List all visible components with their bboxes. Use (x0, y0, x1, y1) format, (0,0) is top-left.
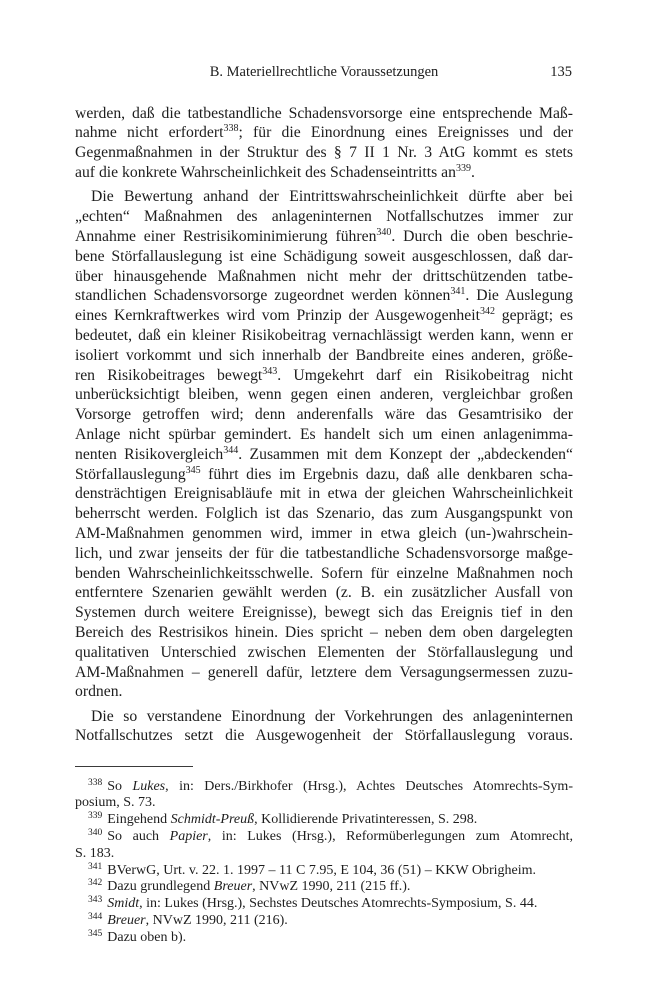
text-run: Bereich des Restrisikos hinein. Dies spricht – neben dem oben dargelegten (75, 623, 573, 641)
text-line (75, 524, 573, 544)
text-run: ren Risikobeitrages bewegt (75, 366, 263, 384)
text-line (75, 465, 573, 485)
text-run: , in: Ders./Birkhofer (Hrsg.), Achtes Deutsches Atomrechts-Sym- (165, 778, 573, 794)
text-run: , in: Lukes (Hrsg.), Reformüberlegungen zum Atomrecht, (207, 828, 574, 844)
text-run: ordnen. (75, 683, 123, 701)
running-header (75, 62, 573, 82)
text-run: AM-Maßnahmen – generell dafür, letztere dem Versagungsermessen zuzu- (75, 663, 573, 681)
text-run: . Zusammen mit dem Konzept der „abdeckenden“ (238, 445, 573, 463)
text-run: führt dies im Ergebnis dazu, daß alle denkbaren scha- (200, 465, 573, 483)
text-run: lich, und zwar jenseits der für die tatbestandliche Schadensvorsorge maßge- (75, 544, 573, 562)
text-run: BVerwG, Urt. v. 22. 1. 1997 – 11 C 7.95, E 104, 36 (51) – KKW Obrigheim. (107, 862, 537, 878)
footnote-line (75, 879, 573, 896)
text-line (75, 405, 573, 425)
footnote (75, 913, 573, 930)
text-line (75, 425, 573, 445)
cited-author: Schmidt-Preuß (170, 812, 255, 828)
text-line (75, 326, 573, 346)
paragraph (75, 104, 573, 183)
text-run: Notfallschutzes setzt die Ausgewogenheit der Störfallauslegung voraus. (75, 727, 573, 745)
text-run: . Die Auslegung (465, 287, 573, 305)
text-run: geprägt; es (494, 307, 573, 325)
text-line (75, 603, 573, 623)
cited-author: Breuer (107, 912, 146, 928)
text-line (75, 366, 573, 386)
footnote-number: 344 (88, 911, 103, 922)
text-line (75, 306, 573, 326)
text-run: entferntere Szenarien gewählt werden (z. B. ein zusätzlicher Ausfall von (75, 584, 573, 602)
text-run: Die Bewertung anhand der Eintrittswahrscheinlichkeit dürfte aber bei (91, 188, 573, 206)
text-run: Gegenmaßnahmen in der Struktur des § 7 II 1 Nr. 3 AtG kommt es stets (75, 144, 573, 162)
footnote (75, 829, 573, 863)
text-line (75, 623, 573, 643)
text-run: „echten“ Maßnahmen des anlageninternen Notfallschutzes immer zur (75, 208, 573, 226)
footnote-separator (75, 766, 193, 767)
text-run: S. 183. (75, 845, 115, 861)
footnote-line (75, 795, 573, 812)
text-run: posium, S. 73. (75, 795, 156, 811)
footnote (75, 896, 573, 913)
footnote-line (75, 863, 573, 880)
footnote-number: 341 (88, 861, 103, 872)
text-run: . Durch die oben beschrie- (391, 227, 573, 245)
text-line (75, 484, 573, 504)
text-line (75, 207, 573, 227)
text-run: beherrscht werden. Folglich ist das Szenario, das zum Ausgangspunkt von (75, 505, 573, 523)
text-run: So (107, 778, 133, 794)
text-line (75, 247, 573, 267)
text-run: Anlage nicht spürbar gemindert. Es handelt sich um einen anlagenimma- (75, 425, 573, 443)
paragraph (75, 187, 573, 702)
footnote-reference: 345 (185, 464, 201, 476)
text-run: benden Wahrscheinlichkeitsschwelle. Sofern für einzelne Maßnahmen noch (75, 564, 573, 582)
text-run: , NVwZ 1990, 211 (215 ff.). (252, 879, 411, 895)
footnote-line (75, 829, 573, 846)
text-run: Eingehend (107, 812, 171, 828)
text-run: Annahme einer Restrisikominimierung führen (75, 227, 377, 245)
text-run: . Umgekehrt darf ein Risikobeitrag nicht (277, 366, 573, 384)
text-run: . (470, 163, 475, 181)
footnote-reference: 343 (262, 365, 278, 377)
paragraph (75, 707, 573, 747)
text-line (75, 544, 573, 564)
footnote-reference: 338 (223, 123, 239, 135)
footnote (75, 812, 573, 829)
footnote (75, 863, 573, 880)
text-run: Dazu oben b). (107, 929, 187, 945)
text-line (75, 346, 573, 366)
text-line (75, 643, 573, 663)
text-line (75, 385, 573, 405)
text-line (75, 726, 573, 746)
text-run: , Kollidierende Privatinteressen, S. 298. (254, 812, 478, 828)
text-line (75, 143, 573, 163)
text-run: Störfallauslegung (75, 465, 186, 483)
text-run: bene Störfallauslegung ist eine Schädigung soweit ausgeschlossen, daß dar- (75, 247, 573, 265)
text-line (75, 163, 573, 183)
footnote-line (75, 779, 573, 796)
text-run: densträchtigen Ereignisabläufe mit in etwa der gleichen Wahrscheinlichkeit (75, 485, 573, 503)
footnote-line (75, 846, 573, 863)
footnote-reference: 341 (450, 286, 466, 298)
page-number: 135 (550, 64, 572, 80)
footnote-reference: 340 (376, 226, 392, 238)
cited-author: Lukes (132, 778, 166, 794)
text-run: Vorsorge getroffen wird; denn anderenfalls wäre das Gesamtrisiko der (75, 406, 573, 424)
footnote (75, 930, 573, 947)
text-line (75, 445, 573, 465)
text-run: standlichen Schadensvorsorge zugeordnet werden können (75, 287, 451, 305)
text-line (75, 286, 573, 306)
text-run: unberücksichtigt bleiben, wenn gegen einen anderen, vergleichbar großen (75, 386, 573, 404)
text-run: nahme nicht erfordert (75, 124, 224, 142)
text-run: ; für die Einordnung eines Ereignisses und der (238, 124, 573, 142)
text-run: bedeutet, daß ein kleiner Risikobeitrag vernachlässigt werden kann, wenn er (75, 326, 573, 344)
text-run: nenten Risikovergleich (75, 445, 224, 463)
body-text (75, 104, 573, 747)
text-run: So auch (107, 828, 170, 844)
text-run: werden, daß die tatbestandliche Schadensvorsorge eine entsprechende Maß- (75, 104, 573, 122)
footnotes (75, 779, 573, 947)
footnote-number: 339 (88, 811, 103, 822)
text-run: , in: Lukes (Hrsg.), Sechstes Deutsches Atomrechts-Symposium, S. 44. (139, 896, 538, 912)
footnote-reference: 344 (223, 444, 239, 456)
text-run: Dazu grundlegend (107, 879, 214, 895)
text-line (75, 583, 573, 603)
text-run: eines Kernkraftwerkes wird vom Prinzip der Ausgewogenheit (75, 307, 480, 325)
text-line (75, 707, 573, 727)
text-run: über hinausgehende Maßnahmen nicht mehr der drittschützenden tatbe- (75, 267, 573, 285)
cited-author: Smidt (107, 896, 140, 912)
footnote-line (75, 930, 573, 947)
footnote-line (75, 812, 573, 829)
footnote-number: 345 (88, 928, 103, 939)
footnote-number: 338 (88, 777, 103, 788)
text-run: Systemen durch weitere Ereignisse), bewegt sich das Ereignis tief in den (75, 604, 573, 622)
footnote (75, 879, 573, 896)
footnote-line (75, 913, 573, 930)
text-line (75, 267, 573, 287)
text-line (75, 187, 573, 207)
text-line (75, 663, 573, 683)
text-line (75, 564, 573, 584)
text-run: , NVwZ 1990, 211 (216). (145, 912, 288, 928)
text-line (75, 504, 573, 524)
text-line (75, 227, 573, 247)
text-run: Die so verstandene Einordnung der Vorkehrungen des anlageninternen (91, 707, 573, 725)
footnote-reference: 342 (479, 306, 495, 318)
text-line (75, 682, 573, 702)
text-run: auf die konkrete Wahrscheinlichkeit des Schadenseintritts an (75, 163, 456, 181)
footnote-number: 343 (88, 895, 103, 906)
text-run: AM-Maßnahmen genommen wird, immer in etwa gleich (un-)wahrschein- (75, 524, 573, 542)
footnote-line (75, 896, 573, 913)
text-run: qualitativen Unterschied zwischen Elementen der Störfallauslegung und (75, 643, 573, 661)
footnote (75, 779, 573, 813)
text-line (75, 104, 573, 124)
text-run: isoliert vorkommt und sich innerhalb der Bandbreite eines anderen, größe- (75, 346, 573, 364)
footnote-reference: 339 (455, 162, 471, 174)
footnote-number: 340 (88, 827, 103, 838)
text-line (75, 123, 573, 143)
cited-author: Breuer (213, 879, 253, 895)
cited-author: Papier (169, 828, 208, 844)
footnote-number: 342 (88, 878, 103, 889)
running-title: B. Materiellrechtliche Voraussetzungen (209, 64, 439, 80)
